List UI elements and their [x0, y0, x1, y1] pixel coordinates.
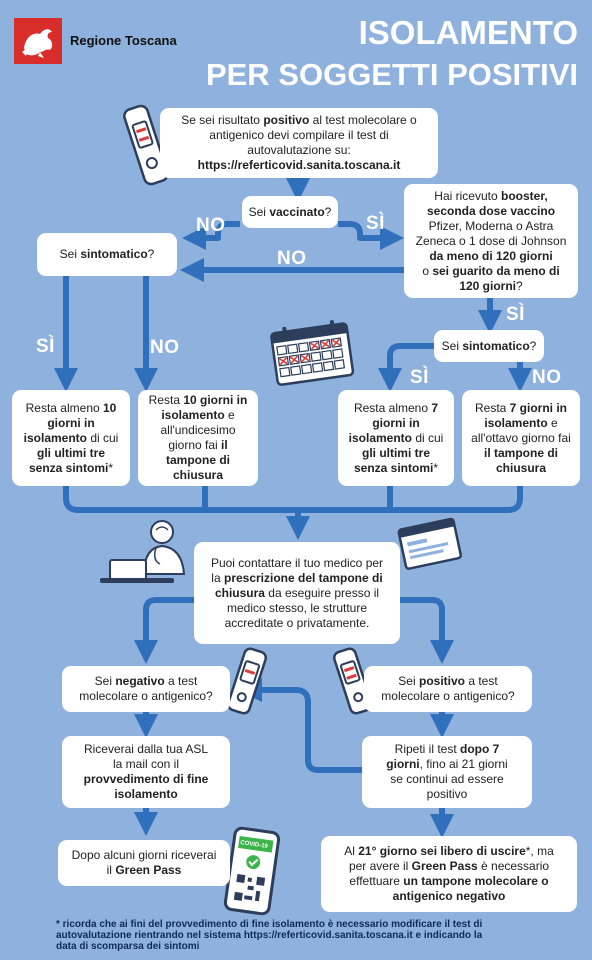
box-text-line: chiusura da eseguire presso il — [214, 585, 380, 600]
asl-box — [62, 736, 230, 808]
box-text-line: https://referticovid.sanita.toscana.it — [197, 158, 401, 172]
box-text-line: Resta almeno 7 — [353, 400, 439, 415]
box-text-line: il tampone di — [483, 445, 558, 460]
box-text-line: il Green Pass — [106, 863, 182, 877]
giorno21-box — [321, 836, 577, 912]
label-no-vaccinato: NO — [196, 215, 226, 236]
box-text-line: molecolare o antigenico? — [381, 689, 515, 703]
negativo-box — [62, 666, 230, 712]
box-text-line: isolamento di cui — [348, 430, 444, 445]
label-si-vaccinato: SÌ — [366, 213, 385, 234]
box-text-line: Pfizer, Moderna o Astra — [428, 218, 554, 233]
positivo-box — [364, 666, 532, 712]
box-text-line: Puoi contattare il tuo medico per — [210, 555, 384, 570]
box-text-line: gli ultimi tre — [36, 445, 105, 460]
box-text-line: molecolare o antigenico? — [79, 689, 213, 703]
box-text-line: accreditate o privatamente. — [224, 615, 370, 630]
footnote-line: * ricorda che ai fini del provvedimento di fine isolamento è necessario modificare il test di — [56, 919, 483, 930]
box-text-line: isolamento di cui — [23, 430, 119, 445]
box-text-line: isolamento e — [484, 415, 558, 430]
box-text-line: la prescrizione del tampone di — [211, 570, 383, 585]
resta7-tampone-box — [462, 390, 580, 486]
browser-window-icon — [394, 516, 464, 579]
footnote — [56, 919, 576, 952]
box-text-line: Resta 10 giorni in — [148, 393, 248, 407]
box-text-line: Ripeti il test dopo 7 — [394, 742, 500, 756]
label-si-sintomatico-left: SÌ — [36, 336, 55, 357]
doctor-laptop-icon — [96, 516, 200, 595]
box-text-line: Sei vaccinato? — [248, 204, 332, 219]
box-text-line: medico stesso, le strutture — [226, 600, 368, 615]
box-text-line: gli ultimi tre — [361, 445, 430, 460]
box-text-line: chiusura — [495, 460, 546, 475]
label-no-sintomatico-left: NO — [150, 337, 180, 358]
label-no-sintomatico-right: NO — [532, 367, 562, 388]
box-text-line: Sei positivo a test — [398, 674, 498, 688]
box-text-line: Sei negativo a test — [94, 674, 198, 688]
brand-name: Regione Toscana — [70, 33, 177, 48]
box-text-line: provvedimento di fine — [83, 772, 209, 786]
box-text-line: giorni in — [47, 415, 95, 430]
sintomatico-left-box — [37, 233, 177, 276]
label-si-sintomatico-right: SÌ — [410, 367, 429, 388]
calendar-icon — [268, 320, 358, 391]
box-text-line: giorni in — [372, 415, 420, 430]
booster-box — [404, 184, 578, 298]
box-text-line: Resta 7 giorni in — [474, 400, 568, 415]
vaccinato-box — [242, 196, 338, 228]
box-text-line: da meno di 120 giorni — [429, 248, 553, 263]
box-text-line: Dopo alcuni giorni riceverai — [71, 848, 217, 862]
box-text-line: Resta almeno 10 — [25, 400, 117, 415]
box-text-line: Zeneca o 1 dose di Johnson — [415, 233, 567, 248]
box-text-line: senza sintomi* — [353, 460, 439, 475]
box-text-line: per avere il Green Pass è necessario — [348, 859, 550, 873]
greenpass-box — [58, 840, 230, 886]
box-text-line: la mail con il — [112, 757, 180, 771]
box-text-line: effettuare un tampone molecolare o — [349, 874, 549, 888]
box-text-line: Sei sintomatico? — [441, 338, 537, 353]
box-text-line: seconda dose vaccino — [426, 203, 556, 218]
box-text-line: all'ottavo giorno fai — [471, 430, 571, 445]
resta10-tampone-box — [138, 390, 258, 486]
footnote-line: data di scomparsa dei sintomi — [56, 941, 200, 952]
box-text-line: isolamento e — [161, 408, 235, 422]
box-text-line: 120 giorni? — [459, 278, 523, 293]
ripeti-box — [362, 736, 532, 808]
page-title-line1: ISOLAMENTO — [358, 14, 578, 51]
box-text-line: senza sintomi* — [28, 460, 114, 475]
box-text-line: antigenico negativo — [392, 889, 506, 903]
box-text-line: isolamento — [114, 787, 178, 801]
box-text-line: Al 21° giorno sei libero di uscire*, ma — [344, 844, 554, 858]
label-si-booster: SÌ — [506, 304, 525, 325]
box-text-line: Riceverai dalla tua ASL — [83, 742, 209, 756]
box-text-line: Se sei risultato positivo al test molecolare o — [181, 113, 417, 127]
resta10-box — [12, 390, 130, 486]
box-text-line: giorno fai il — [168, 438, 228, 452]
box-text-line: se continui ad essere — [390, 772, 504, 786]
box-text-line: o sei guarito da meno di — [422, 263, 560, 278]
footnote-line: autovalutazione rientrando nel sistema https://referticovid.sanita.toscana.it e indicando la — [56, 930, 483, 941]
phone-badge: COVID-19 — [239, 840, 269, 850]
box-text-line: autovalutazione su: — [247, 143, 351, 157]
box-text-line: Hai ricevuto booster, — [434, 188, 548, 203]
page-title-line2: PER SOGGETTI POSITIVI — [205, 57, 578, 92]
box-text-line: giorni, fino ai 21 giorni — [386, 757, 508, 771]
resta7-box — [338, 390, 454, 486]
box-text-line: all'undicesimo — [160, 423, 236, 437]
phone-green-pass-icon — [224, 826, 280, 916]
medico-box — [194, 542, 400, 644]
intro-box — [160, 108, 438, 178]
sintomatico-right-box — [434, 330, 544, 362]
label-no-booster: NO — [277, 248, 307, 269]
box-text-line: Sei sintomatico? — [59, 247, 155, 261]
box-text-line: chiusura — [172, 468, 223, 482]
box-text-line: positivo — [426, 787, 468, 801]
box-text-line: tampone di — [165, 453, 230, 467]
test-kit-icon-left — [224, 646, 270, 721]
box-text-line: antigenico devi compilare il test di — [209, 128, 389, 142]
